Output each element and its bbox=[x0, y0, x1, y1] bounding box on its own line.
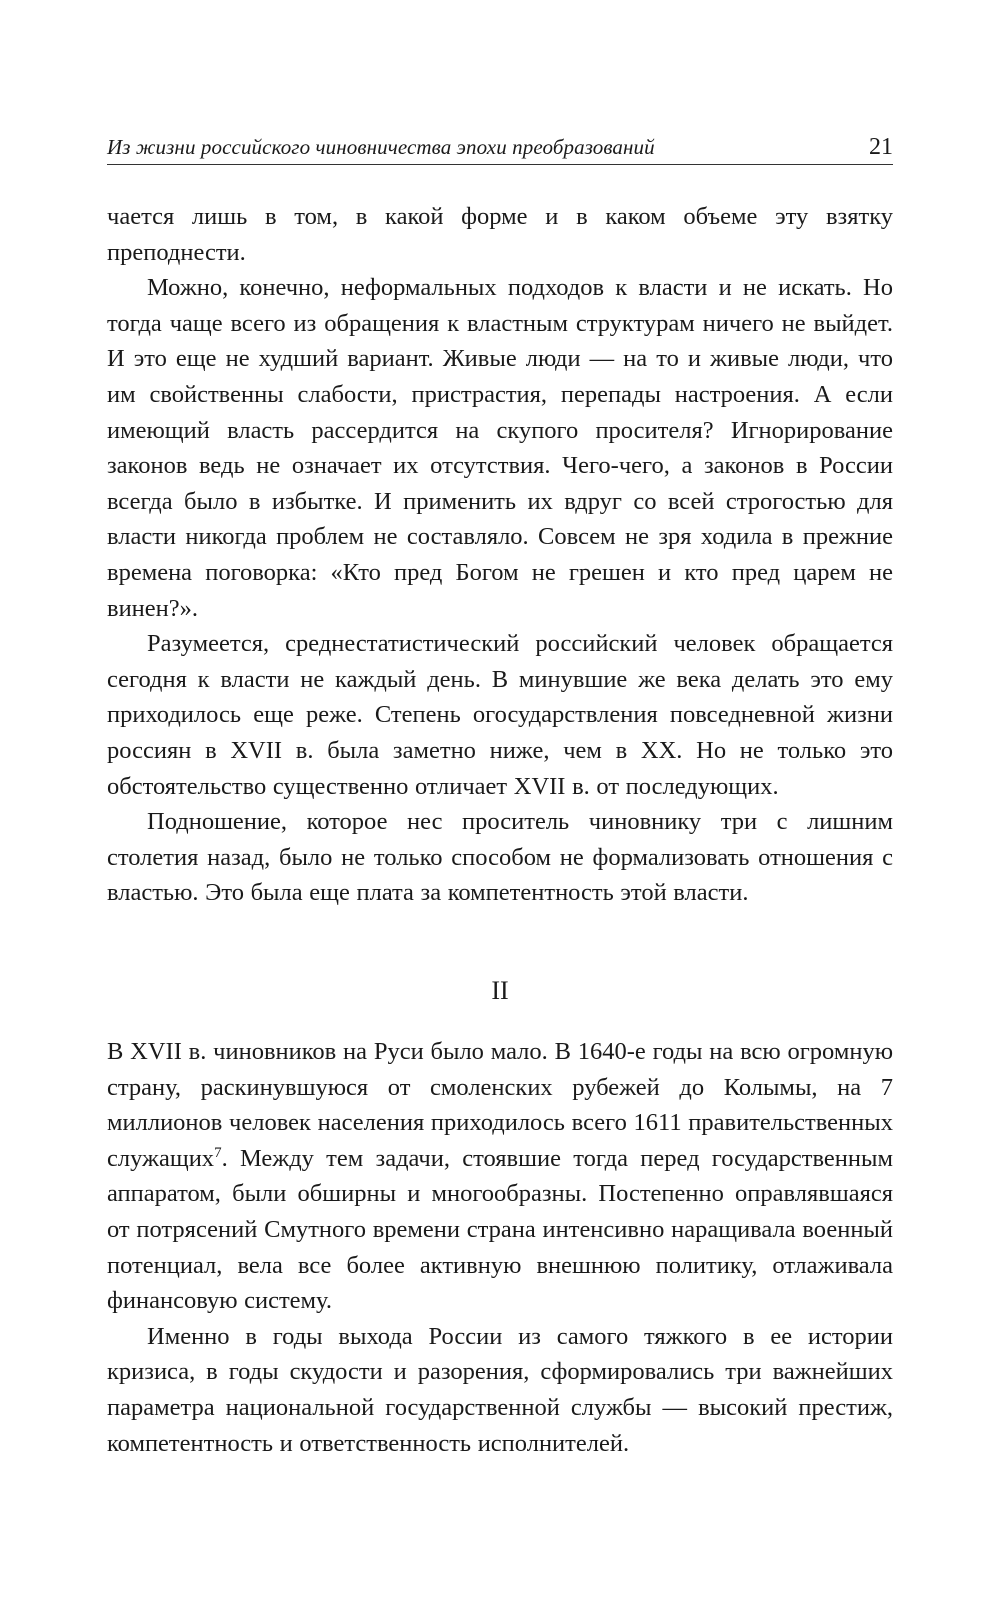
paragraph-text: В XVII в. чиновников на Руси было мало. В 1640-е годы на всю огромную страну, раскинувшуюся от смоленских рубежей до Колымы, на 7 миллионов человек населения приходилось всего 1611 правительственных служащих bbox=[107, 1038, 893, 1172]
paragraph-continued: чается лишь в том, в какой форме и в каком объеме эту взятку преподнести. bbox=[107, 203, 893, 266]
footnote-reference[interactable]: 7 bbox=[214, 1144, 222, 1161]
paragraph-with-footnote bbox=[107, 1034, 893, 1319]
page-number: 21 bbox=[869, 134, 893, 160]
text-block-section-two bbox=[107, 1034, 893, 1461]
paragraph: Разумеется, среднестатистический российский человек обращается сегодня к власти не каждый день. В минувшие же века делать это ему приходилось еще реже. Степень огосударствления повседневной жизни россиян в XVII в. была заметно ниже, чем в XX. Но не только это обстоятельство существенно отличает XVII в. от последующих. bbox=[107, 630, 893, 800]
paragraph: Можно, конечно, неформальных подходов к власти и не искать. Но тогда чаще всего из обращения к властным структурам ничего не выйдет. И это еще не худший вариант. Живые люди — на то и живые люди, что им свойственны слабости, пристрастия, перепады настроения. А если имеющий власть рассердится на скупого просителя? Игнорирование законов ведь не означает их отсутствия. Чего-чего, а законов в России всегда было в избытке. И применить их вдруг со всей строгостью для власти никогда проблем не составляло. Совсем не зря ходила в прежние времена поговорка: «Кто пред Богом не грешен и кто пред царем не винен?». bbox=[107, 274, 893, 622]
paragraph: Именно в годы выхода России из самого тяжкого в ее истории кризиса, в годы скудости и разорения, сформировались три важнейших параметра национальной государственной службы — высокий престиж, компетентность и ответственность исполнителей. bbox=[107, 1322, 893, 1457]
running-title: Из жизни российского чиновничества эпохи преобразований bbox=[107, 135, 655, 159]
section-heading: II bbox=[491, 976, 509, 1005]
text-block-before-section bbox=[107, 199, 893, 911]
paragraph: Подношение, которое нес проситель чиновнику три с лишним столетия назад, было не только способом не формализовать отношения с властью. Это была еще плата за компетентность этой власти. bbox=[107, 808, 893, 907]
running-header bbox=[107, 128, 893, 165]
paragraph-text: . Между тем задачи, стоявшие тогда перед государственным аппаратом, были обширны и многообразны. Постепенно оправлявшаяся от потрясений Смутного времени страна интенсивно наращивала военный потенциал, вела все более активную внешнюю политику, отлаживала финансовую систему. bbox=[107, 1144, 893, 1315]
